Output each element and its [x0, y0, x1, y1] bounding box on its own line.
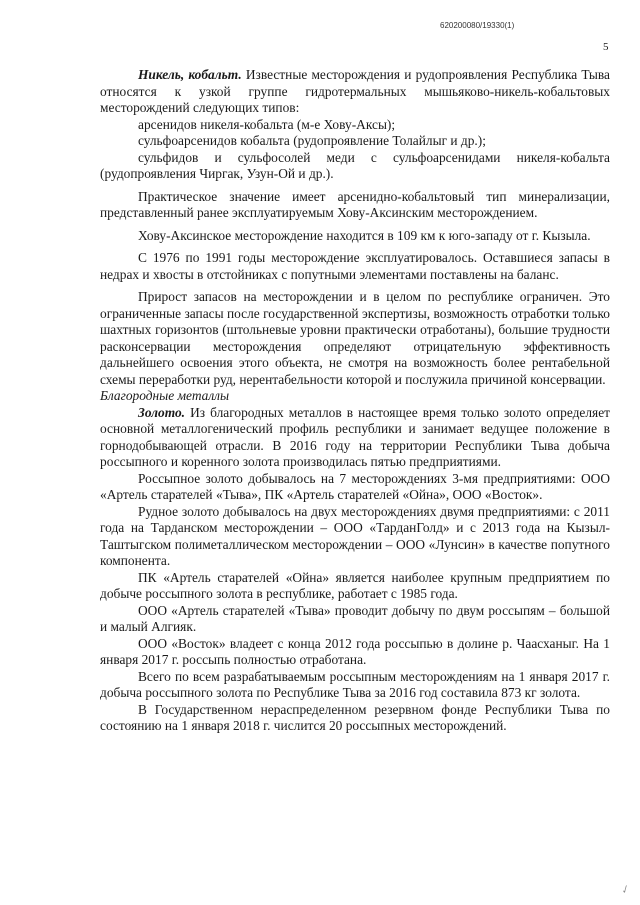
paragraph: Хову-Аксинское месторождение находится в 109 км к юго-западу от г. Кызыла.	[138, 227, 591, 243]
paragraph: Прирост запасов на месторождении и в целом по республике ограничен. Это ограниченные запасы после государственной экспертизы, возможность отработки только шахтных горизонтов (штольневые уровни практически отработаны), большие трудности расконсервации месторождения определяют отрицательную эффективность дальнейшего освоения этого объекта, не смотря на возможность более рентабельной схемы переработки руд, нерентабельности которой и послужила причиной консервации.	[100, 289, 610, 387]
paragraph: Всего по всем разрабатываемым россыпным месторождениям на 1 января 2017 г. добыча россыпного золота по Республике Тыва за 2016 год составила 873 кг золота.	[100, 668, 610, 700]
gold-intro-paragraph	[100, 405, 610, 471]
nickel-intro-paragraph	[100, 67, 610, 117]
initials-mark: ✓	[618, 883, 632, 898]
paragraph: ПК «Артель старателей «Ойна» является наиболее крупным предприятием по добыче россыпного золота в республике, работает с 1985 года.	[100, 569, 610, 601]
paragraph: В Государственном нераспределенном резервном фонде Республики Тыва по состоянию на 1 января 2018 г. числится 20 россыпных месторождений.	[100, 701, 610, 733]
document-number: 620200080/19330(1)	[440, 21, 515, 30]
paragraph: С 1976 по 1991 годы месторождение эксплуатировалось. Оставшиеся запасы в недрах и хвосты в отстойниках с попутными элементами поставлены на баланс.	[100, 250, 610, 282]
nickel-intro-text: Известные месторождения и рудопроявления Республика Тыва относятся к узкой группе гидротермальных мышьяково-никель-кобальтовых месторождений следующих типов:	[100, 67, 610, 115]
paragraph: Россыпное золото добывалось на 7 месторождениях 3-мя предприятиями: ООО «Артель старателей «Тыва», ПК «Артель старателей «Ойна», ООО «Восток».	[100, 470, 610, 502]
gold-intro-text: Из благородных металлов в настоящее время только золото определяет основной металлогенический профиль республики и занимает ведущее положение в горнодобывающей отрасли. В 2016 году на территории Республики Тыва добыча россыпного и коренного золота производилась пятью предприятиями.	[100, 404, 610, 469]
paragraph: Рудное золото добывалось на двух месторождениях двумя предприятиями: с 2011 года на Тарданском месторождении – ООО «ТарданГолд» и с 2013 года на Кызыл-Таштыгском полиметаллическом месторождении – ООО «Лунсин» в качестве попутного компонента.	[100, 503, 610, 568]
paragraph: Практическое значение имеет арсенидно-кобальтовый тип минерализации, представленный ранее эксплуатируемым Хову-Аксинским месторождением.	[100, 188, 610, 220]
gold-heading: Золото.	[138, 404, 186, 420]
paragraph: ООО «Восток» владеет с конца 2012 года россыпью в долине р. Чаасханыг. На 1 января 2017 г. россыпь полностью отработана.	[100, 635, 610, 667]
list-item: сульфидов и сульфосолей меди с сульфоарсенидами никеля-кобальта (рудопроявления Чиргак, Узун-Ой и др.).	[100, 149, 610, 181]
list-item: арсенидов никеля-кобальта (м-е Хову-Аксы);	[138, 116, 396, 132]
page-number: 5	[603, 41, 609, 53]
paragraph: ООО «Артель старателей «Тыва» проводит добычу по двум россыпям – большой и малый Алгияк.	[100, 602, 610, 634]
list-item: сульфоарсенидов кобальта (рудопроявление Толайлыг и др.);	[138, 133, 486, 148]
nickel-cobalt-heading: Никель, кобальт.	[138, 67, 242, 82]
document-body	[100, 67, 610, 735]
section-title: Благородные металлы	[100, 388, 230, 403]
